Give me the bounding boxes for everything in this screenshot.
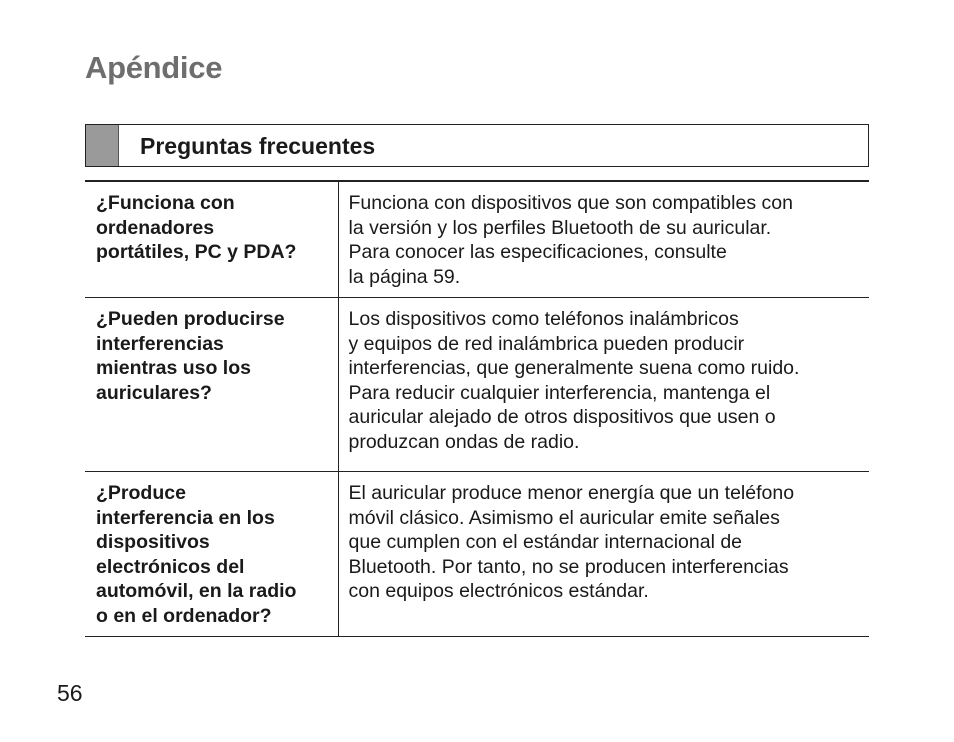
table-row: [85, 472, 869, 637]
page-number: 56: [57, 680, 83, 706]
faq-answer: El auricular produce menor energía que un teléfono móvil clásico. Asimismo el auricular emite señales que cumplen con el estándar internacional de Bluetooth. Por tanto, no se producen interferencias con equipos electrónicos estándar.: [348, 482, 795, 602]
section-marker: [86, 125, 119, 166]
section-header: [85, 124, 869, 167]
section-title: Preguntas frecuentes: [140, 133, 376, 159]
table-row: [85, 181, 869, 298]
page-title: Apéndice: [85, 50, 223, 85]
faq-table: [85, 180, 869, 637]
faq-question: ¿Funciona con ordenadores portátiles, PC y PDA?: [85, 181, 338, 298]
faq-question: ¿Produce interferencia en los dispositivos electrónicos del automóvil, en la radio o en el ordenador?: [85, 472, 338, 637]
faq-answer: Funciona con dispositivos que son compatibles con la versión y los perfiles Bluetooth de su auricular. Para conocer las especificaciones, consulte la página 59.: [348, 192, 793, 288]
table-row: [85, 298, 869, 472]
faq-answer: Los dispositivos como teléfonos inalámbricos y equipos de red inalámbrica pueden producir interferencias, que generalmente suena como ruido. Para reducir cualquier interferencia, mantenga el auricular alejado de otros dispositivos que usen o produzcan ondas de radio.: [348, 308, 800, 453]
faq-question: ¿Pueden producirse interferencias mientras uso los auriculares?: [85, 298, 338, 472]
